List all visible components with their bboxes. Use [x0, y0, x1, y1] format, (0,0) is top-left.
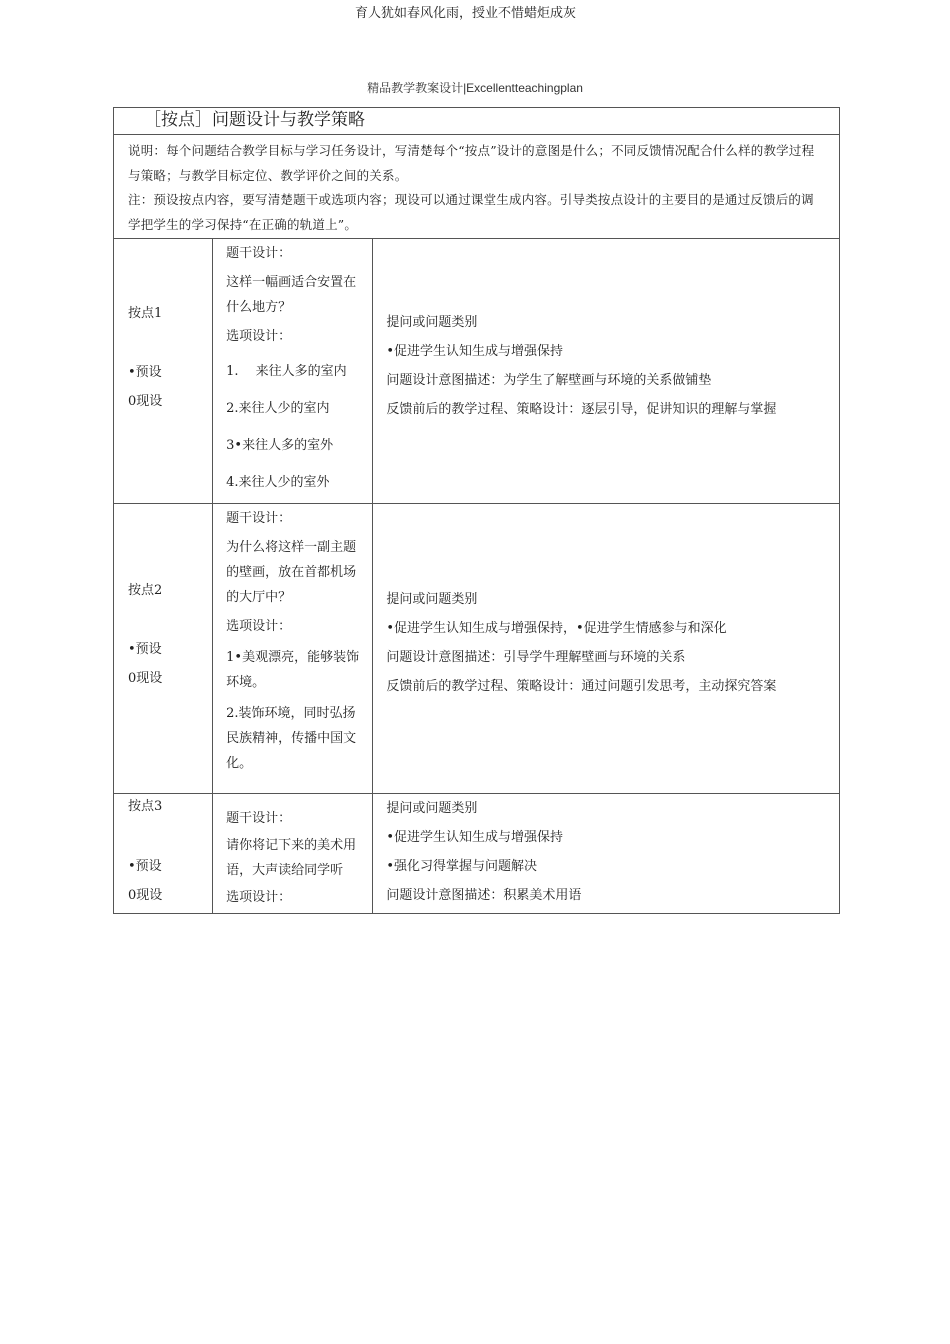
current-option: 0现设	[128, 671, 163, 686]
question-cell	[213, 239, 373, 504]
document-subtitle: 精品教学教案设计|Excellentteachingplan	[367, 81, 583, 95]
title-row	[114, 108, 840, 135]
category-label: 提问或问题类别	[386, 801, 478, 816]
preset-option: •预设	[128, 365, 162, 380]
table-row	[114, 794, 840, 914]
preset-option: •预设	[128, 859, 162, 874]
strategy-cell	[373, 239, 840, 504]
table-row	[114, 239, 840, 504]
category-item: •促进学生认知生成与增强保持，•促进学生情感参与和深化	[386, 621, 727, 636]
intent-text: 问题设计意图描述：引导学牛理解壁画与环境的关系	[386, 650, 686, 665]
stem-text: 这样一幅画适合安置在什么地方？	[226, 275, 357, 315]
option-item: 2.装饰环境，同时弘扬民族精神，传播中国文化。	[226, 706, 357, 771]
point-label: 按点1	[128, 306, 163, 321]
strategy-cell	[373, 504, 840, 794]
description-note: 说明：每个问题结合教学目标与学习任务设计，写清楚每个“按点”设计的意图是什么；不同反馈情况配合什么样的教学过程与策略；与教学目标定位、教学评价之间的关系。	[128, 143, 815, 183]
table-row	[114, 504, 840, 794]
intent-text: 问题设计意图描述：为学生了解壁画与环境的关系做铺垫	[386, 373, 712, 388]
category-label: 提问或问题类别	[386, 592, 478, 607]
point-label: 按点3	[128, 799, 163, 814]
strategy-table	[113, 107, 840, 914]
question-cell	[213, 794, 373, 914]
intent-text: 问题设计意图描述：积累美术用语	[386, 888, 582, 903]
option-item: 4.来往人少的室外	[226, 475, 330, 490]
option-item: 1. 来往人多的室内	[226, 364, 347, 379]
question-cell	[213, 504, 373, 794]
row-label-cell	[114, 504, 213, 794]
stem-label: 题干设计：	[226, 511, 292, 526]
row-label-cell	[114, 794, 213, 914]
strategy-text: 反馈前后的教学过程、策略设计：通过问题引发思考，主动探究答案	[386, 679, 777, 694]
description-row	[114, 135, 840, 239]
stem-label: 题干设计：	[226, 246, 292, 261]
category-item: •促进学生认知生成与增强保持	[386, 344, 564, 359]
section-title: ［按点］问题设计与教学策略	[144, 110, 365, 130]
strategy-text: 反馈前后的教学过程、策略设计：逐层引导，促讲知识的理解与掌握	[386, 402, 777, 417]
category-label: 提问或问题类别	[386, 315, 478, 330]
category-item: •促进学生认知生成与增强保持	[386, 830, 564, 845]
current-option: 0现设	[128, 888, 163, 903]
category-item: •强化习得掌握与问题解决	[386, 859, 538, 874]
row-label-cell	[114, 239, 213, 504]
stem-label: 题干设计：	[226, 811, 292, 826]
options-label: 选项设计：	[226, 619, 292, 634]
current-option: 0现设	[128, 394, 163, 409]
description-remark: 注：预设按点内容，要写清楚题干或选项内容；现设可以通过课堂生成内容。引导类按点设计的主要目的是通过反馈后的调学把学生的学习保持“在正确的轨道上”。	[128, 192, 814, 232]
option-item: 1•美观漂亮，能够装饰环境。	[226, 650, 360, 690]
stem-text: 为什么将这样一副主题的壁画，放在首都机场的大厅中？	[226, 540, 357, 605]
stem-text: 请你将记下来的美术用语，大声读给同学听	[226, 838, 357, 878]
point-label: 按点2	[128, 583, 163, 598]
options-label: 选项设计：	[226, 329, 292, 344]
option-item: 3•来往人多的室外	[226, 438, 334, 453]
options-label: 选项设计：	[226, 890, 292, 905]
header-motto: 育人犹如春风化雨，授业不惜蜡炬成灰	[355, 6, 577, 21]
strategy-cell	[373, 794, 840, 914]
option-item: 2.来往人少的室内	[226, 401, 330, 416]
preset-option: •预设	[128, 642, 162, 657]
